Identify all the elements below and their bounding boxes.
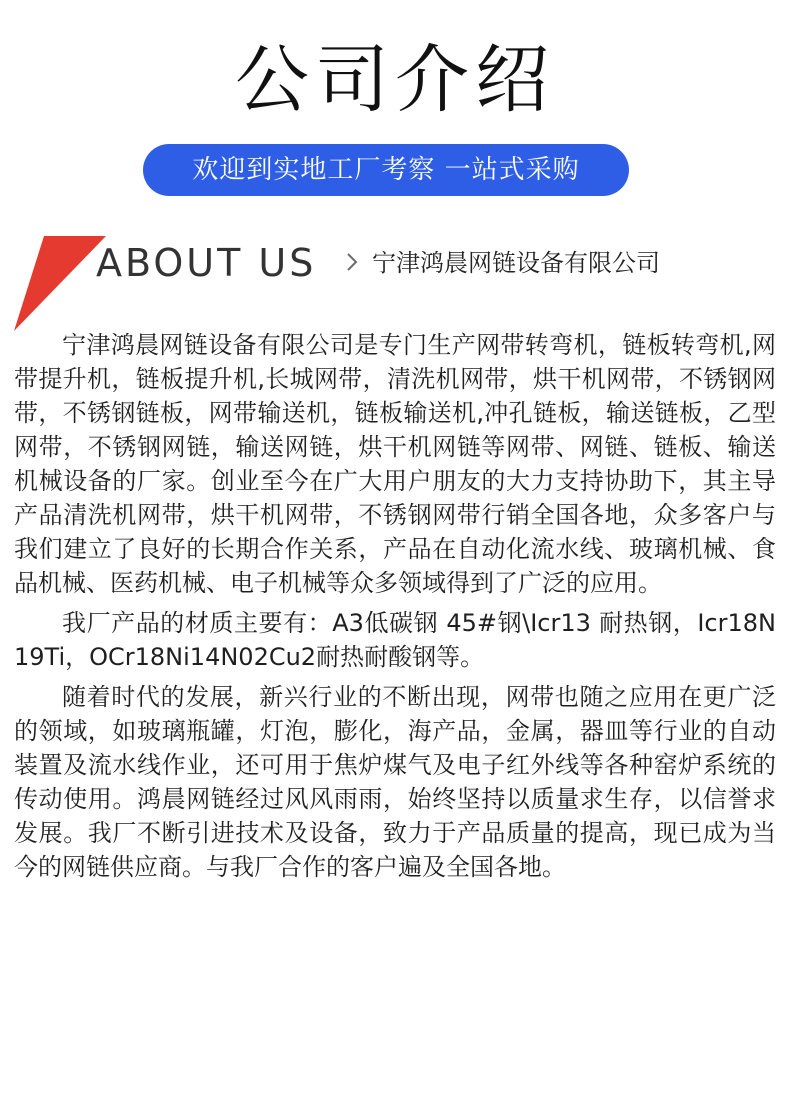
about-us-header [0,236,790,331]
page-title: 公司介绍 [235,37,555,123]
paragraph-development: 随着时代的发展，新兴行业的不断出现，网带也随之应用在更广泛的领域，如玻璃瓶罐，灯泡，膨化，海产品，金属，器皿等行业的自动装置及流水线作业，还可用于焦炉煤气及电子红外线等各种窑炉系统的传动使用。鸿晨网链经过风风雨雨，始终坚持以质量求生存，以信誉求发展。我厂不断引进技术及设备，致力于产品质量的提高，现已成为当今的网链供应商。与我厂合作的客户遍及全国各地。 [14,683,776,881]
about-us-heading: ABOUT US [96,241,317,285]
company-description [14,328,776,890]
subtitle-banner: 欢迎到实地工厂考察 一站式采购 [143,144,629,196]
paragraph-intro: 宁津鸿晨网链设备有限公司是专门生产网带转弯机，链板转弯机,网带提升机，链板提升机,长城网带，清洗机网带，烘干机网带，不锈钢网带，不锈钢链板，网带输送机，链板输送机,冲孔链板，输送链板，乙型网带，不锈钢网链，输送网链，烘干机网链等网带、网链、链板、输送机械设备的厂家。创业至今在广大用户朋友的大力支持协助下，其主导产品清洗机网带，烘干机网带，不锈钢网带行销全国各地，众多客户与我们建立了良好的长期合作关系，产品在自动化流水线、玻璃机械、食品机械、医药机械、电子机械等众多领域得到了广泛的应用。 [14,331,776,597]
company-name: 宁津鸿晨网链设备有限公司 [372,249,660,277]
chevron-right-icon [345,250,359,274]
red-triangle-decoration [14,236,106,331]
paragraph-materials: 我厂产品的材质主要有：A3低碳钢 45#钢\Icr13 耐热钢，Icr18N19Ti，OCr18Ni14N02Cu2耐热耐酸钢等。 [14,609,776,671]
